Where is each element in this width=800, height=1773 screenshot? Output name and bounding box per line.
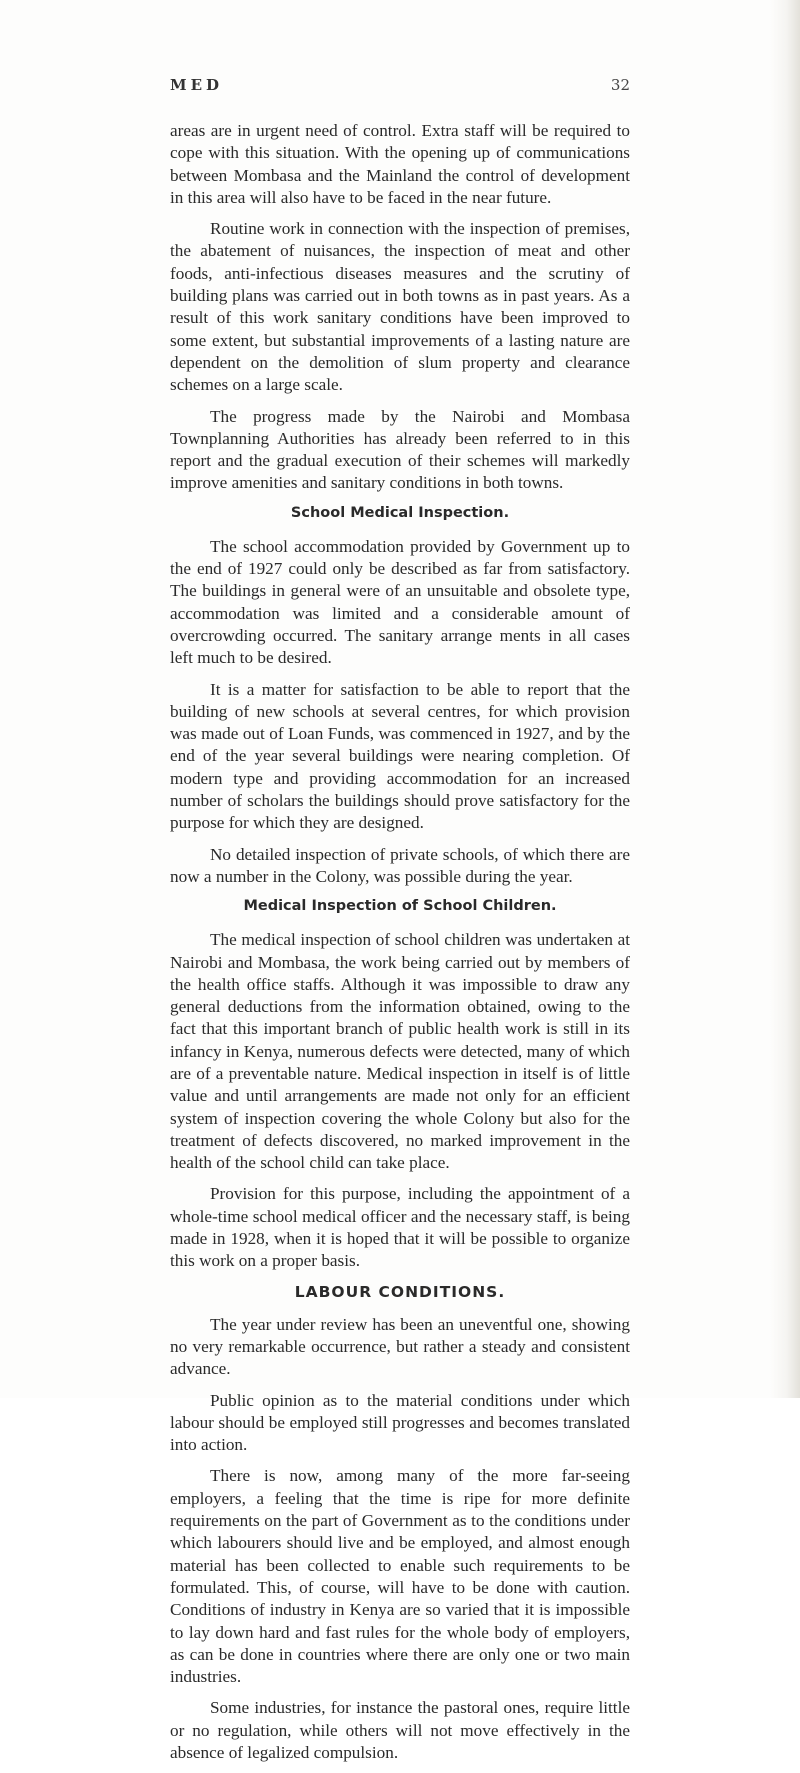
paragraph-inspection-undertaken: The medical inspection of school children was undertaken at Nairobi and Mombasa, the work being carried out by members of the health office staffs. Although it was impossible to draw any general deductions from the information obtained, owing to the fact that this important branch of public health work is still in its infancy in Kenya, numerous defects were detected, many of which are of a preventable nature. Medical inspection in itself is of little value and until arrangements are made not only for an efficient system of inspection covering the whole Colony but also for the treatment of defects discovered, no marked improvement in the health of the school child can take place.	[170, 930, 630, 1173]
page-edge-shadow	[770, 0, 800, 1398]
page-number: 32	[610, 76, 630, 94]
paragraph-private-schools: No detailed inspection of private schools, of which there are now a number in the Colony, was possible during the year.	[170, 844, 630, 886]
paragraph-year-review: The year under review has been an uneventful one, showing no very remarkable occurrence, but rather a steady and consistent advance.	[170, 1314, 630, 1379]
paragraph-industries: Some industries, for instance the pastoral ones, require little or no regulation, while others will not move effectively in the absence of legalized compulsion.	[170, 1698, 630, 1762]
paragraph-public-opinion: Public opinion as to the material conditions under which labour should be employed still progresses and becomes translated into action.	[170, 1390, 630, 1455]
running-header	[170, 76, 630, 98]
heading-school-medical-inspection: School Medical Inspection.	[290, 504, 510, 521]
paragraph-routine-work: Routine work in connection with the inspection of premises, the abatement of nuisances, the inspection of meat and other foods, anti-infectious diseases measures and the scrutiny of building plans was carried out in both towns as in past years. As a result of this work sanitary conditions have been improved to some extent, but substantial improvements of a lasting nature are dependent on the demolition of slum property and clearance schemes on a large scale.	[170, 219, 630, 395]
paragraph-townplanning: The progress made by the Nairobi and Mombasa Townplanning Authorities has already been referred to in this report and the gradual execution of their schemes will markedly improve amenities and sanitary conditions in both towns.	[170, 406, 630, 493]
paragraph-employers: There is now, among many of the more far-seeing employers, a feeling that the time is ripe for more definite requirements on the part of Government as to the conditions under which labourers should live and be employed, and almost enough material has been collected to enable such requirements to be formulated. This, of course, will have to be done with caution. Conditions of industry in Kenya are so varied that it is impossible to lay down hard and fast rules for the whole body of employers, as can be done in countries where there are only one or two main industries.	[170, 1466, 630, 1687]
heading-medical-inspection-children: Medical Inspection of School Children.	[243, 898, 557, 915]
paragraph-new-schools: It is a matter for satisfaction to be able to report that the building of new schools at several centres, for which provision was made out of Loan Funds, was commenced in 1927, and by the end of the year several buildings were nearing completion. Of modern type and providing accommodation for an increased number of scholars the buildings should prove satisfactory for the purpose for which they are designed.	[170, 679, 630, 833]
paragraph-school-accommodation: The school accommodation provided by Government up to the end of 1927 could only be described as far from satisfactory. The buildings in general were of an unsuitable and obsolete type, accommodation was limited and a considerable amount of overcrowding occurred. The sanitary arrange ments in all cases left much to be desired.	[170, 536, 630, 668]
paragraph-continued: areas are in urgent need of control. Extra staff will be required to cope with this situation. With the opening up of communications between Mombasa and the Mainland the control of development in this area will also have to be faced in the near future.	[170, 121, 630, 207]
section-abbreviation: MED	[170, 76, 224, 94]
paragraph-provision: Provision for this purpose, including the appointment of a whole-time school medical officer and the necessary staff, is being made in 1928, when it is hoped that it will be possible to organize this work on a proper basis.	[170, 1184, 630, 1271]
heading-labour-conditions: LABOUR CONDITIONS.	[294, 1282, 506, 1301]
document-body	[170, 120, 630, 1773]
